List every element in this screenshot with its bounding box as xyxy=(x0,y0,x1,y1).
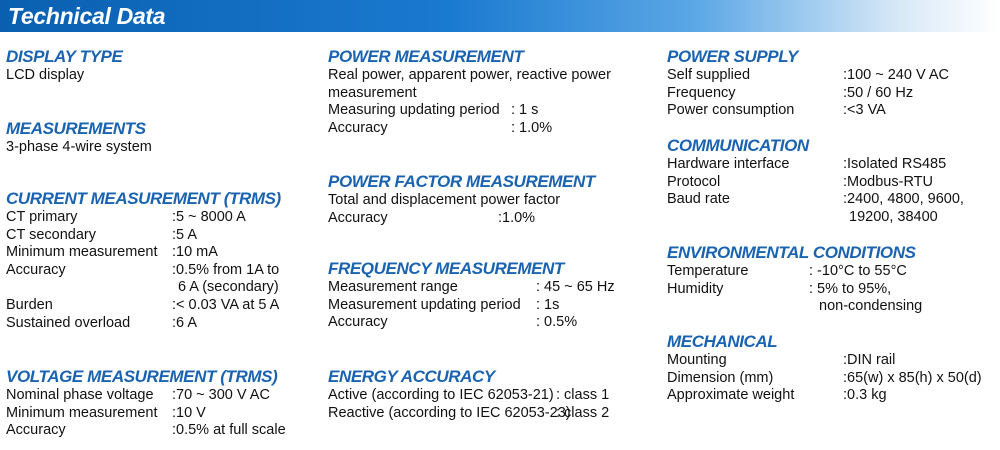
spec-label: Burden xyxy=(6,296,53,313)
spec-row xyxy=(6,422,316,440)
section-power-measurement xyxy=(328,47,658,137)
section-heading: FREQUENCY MEASUREMENT xyxy=(328,259,564,278)
section-text: measurement xyxy=(328,84,417,101)
spec-value: : class 1 xyxy=(556,387,610,403)
spec-row xyxy=(6,244,316,262)
spec-value: :0.3 kg xyxy=(843,387,887,404)
spec-row xyxy=(328,405,658,423)
spec-row xyxy=(667,156,1000,174)
section-power-supply xyxy=(667,47,1000,120)
spec-value: :< 0.03 VA at 5 A xyxy=(172,296,280,313)
spec-row xyxy=(6,227,316,245)
spec-label: Accuracy xyxy=(328,209,388,226)
spec-label: Baud rate xyxy=(667,191,730,208)
section-text: 3-phase 4-wire system xyxy=(6,139,152,155)
spec-value: : 1 s xyxy=(511,102,539,119)
section-heading: VOLTAGE MEASUREMENT (TRMS) xyxy=(6,367,278,386)
spec-label: Measuring updating period xyxy=(328,102,500,119)
spec-value: :50 / 60 Hz xyxy=(843,84,914,101)
spec-row xyxy=(667,263,1000,281)
spec-row xyxy=(6,315,316,333)
spec-value: :5 A xyxy=(172,226,197,243)
spec-value: :65(w) x 85(h) x 50(d) xyxy=(843,369,982,386)
section-text: Real power, apparent power, reactive power xyxy=(328,67,611,83)
section-current-measurement xyxy=(6,189,316,332)
section-heading: ENERGY ACCURACY xyxy=(328,367,495,386)
spec-label: Accuracy xyxy=(328,314,388,331)
spec-label: Power consumption xyxy=(667,102,795,119)
section-heading: POWER SUPPLY xyxy=(667,47,798,66)
spec-row xyxy=(667,352,1000,370)
spec-label: CT primary xyxy=(6,209,78,225)
spec-value-continued: non-condensing xyxy=(819,298,923,315)
section-text: Total and displacement power factor xyxy=(328,192,561,208)
spec-row xyxy=(328,297,658,315)
spec-value: :100 ~ 240 V AC xyxy=(843,67,950,83)
section-heading: COMMUNICATION xyxy=(667,136,809,155)
spec-row xyxy=(6,387,316,405)
spec-label: Frequency xyxy=(667,84,736,101)
spec-label: Sustained overload xyxy=(6,314,131,331)
spec-label: Hardware interface xyxy=(667,156,790,172)
spec-value: :DIN rail xyxy=(843,352,896,368)
spec-label: CT secondary xyxy=(6,226,96,243)
spec-row xyxy=(328,279,658,297)
spec-value: :5 ~ 8000 A xyxy=(172,209,246,225)
section-energy-accuracy xyxy=(328,367,658,422)
spec-label: Accuracy xyxy=(6,422,66,439)
spec-row xyxy=(667,174,1000,192)
spec-label: Minimum measurement xyxy=(6,244,158,261)
spec-value: :6 A xyxy=(172,314,197,331)
spec-row xyxy=(667,387,1000,405)
section-heading: ENVIRONMENTAL CONDITIONS xyxy=(667,243,916,262)
spec-value-continued: 19200, 38400 xyxy=(849,208,938,225)
spec-row xyxy=(328,120,658,138)
spec-value: : -10°C to 55°C xyxy=(809,263,907,279)
spec-value: : 5% to 95%, xyxy=(809,280,892,297)
section-communication xyxy=(667,136,1000,226)
spec-value: :0.5% at full scale xyxy=(172,422,286,439)
page-title: Technical Data xyxy=(8,3,166,29)
spec-value: : class 2 xyxy=(556,404,610,421)
spec-label: Protocol xyxy=(667,173,721,190)
title-banner xyxy=(0,0,1000,32)
spec-row xyxy=(6,262,316,280)
spec-row xyxy=(6,405,316,423)
spec-value: : 0.5% xyxy=(536,314,578,331)
spec-row xyxy=(667,191,1000,209)
spec-value: : 45 ~ 65 Hz xyxy=(536,279,615,295)
section-heading: MEASUREMENTS xyxy=(6,119,146,138)
spec-row xyxy=(328,102,658,120)
spec-label: Approximate weight xyxy=(667,387,795,404)
section-heading: CURRENT MEASUREMENT (TRMS) xyxy=(6,189,281,208)
spec-value: :Modbus-RTU xyxy=(843,173,933,190)
spec-value: :10 V xyxy=(172,404,206,421)
spec-label: Mounting xyxy=(667,352,727,368)
spec-label: Accuracy xyxy=(328,119,388,136)
spec-row xyxy=(328,387,658,405)
section-mechanical xyxy=(667,332,1000,405)
section-frequency-measurement xyxy=(328,259,658,332)
spec-label: Minimum measurement xyxy=(6,404,158,421)
spec-value: :70 ~ 300 V AC xyxy=(172,387,270,403)
spec-row xyxy=(667,281,1000,299)
spec-value: :<3 VA xyxy=(843,102,886,119)
spec-label: Temperature xyxy=(667,263,749,279)
spec-value: : 1s xyxy=(536,296,560,313)
spec-label: Active (according to IEC 62053-21) xyxy=(328,387,554,403)
spec-row xyxy=(328,210,658,228)
section-voltage-measurement xyxy=(6,367,316,440)
spec-row xyxy=(667,67,1000,85)
spec-row xyxy=(667,370,1000,388)
section-environmental-conditions xyxy=(667,243,1000,316)
section-heading: POWER FACTOR MEASUREMENT xyxy=(328,172,595,191)
spec-label: Measurement updating period xyxy=(328,296,521,313)
section-text: LCD display xyxy=(6,67,85,83)
spec-row xyxy=(328,314,658,332)
spec-label: Accuracy xyxy=(6,261,66,278)
spec-label: Humidity xyxy=(667,280,724,297)
spec-value: :Isolated RS485 xyxy=(843,156,947,172)
section-display-type xyxy=(6,47,316,85)
spec-value: :1.0% xyxy=(498,209,536,226)
section-measurements xyxy=(6,119,316,157)
spec-value: : 1.0% xyxy=(511,119,553,136)
spec-label: Dimension (mm) xyxy=(667,369,774,386)
spec-label: Self supplied xyxy=(667,67,751,83)
spec-row xyxy=(667,85,1000,103)
spec-value: :10 mA xyxy=(172,244,218,261)
spec-value-continued: 6 A (secondary) xyxy=(178,279,279,296)
section-power-factor xyxy=(328,172,658,227)
spec-label: Measurement range xyxy=(328,279,458,295)
spec-value: :2400, 4800, 9600, xyxy=(843,191,964,208)
spec-row xyxy=(667,102,1000,120)
spec-label: Reactive (according to IEC 62053-23) xyxy=(328,404,571,421)
section-heading: MECHANICAL xyxy=(667,332,778,351)
spec-value: :0.5% from 1A to xyxy=(172,261,280,278)
spec-row xyxy=(6,297,316,315)
spec-label: Nominal phase voltage xyxy=(6,387,154,403)
spec-row xyxy=(6,209,316,227)
section-heading: DISPLAY TYPE xyxy=(6,47,123,66)
section-heading: POWER MEASUREMENT xyxy=(328,47,524,66)
